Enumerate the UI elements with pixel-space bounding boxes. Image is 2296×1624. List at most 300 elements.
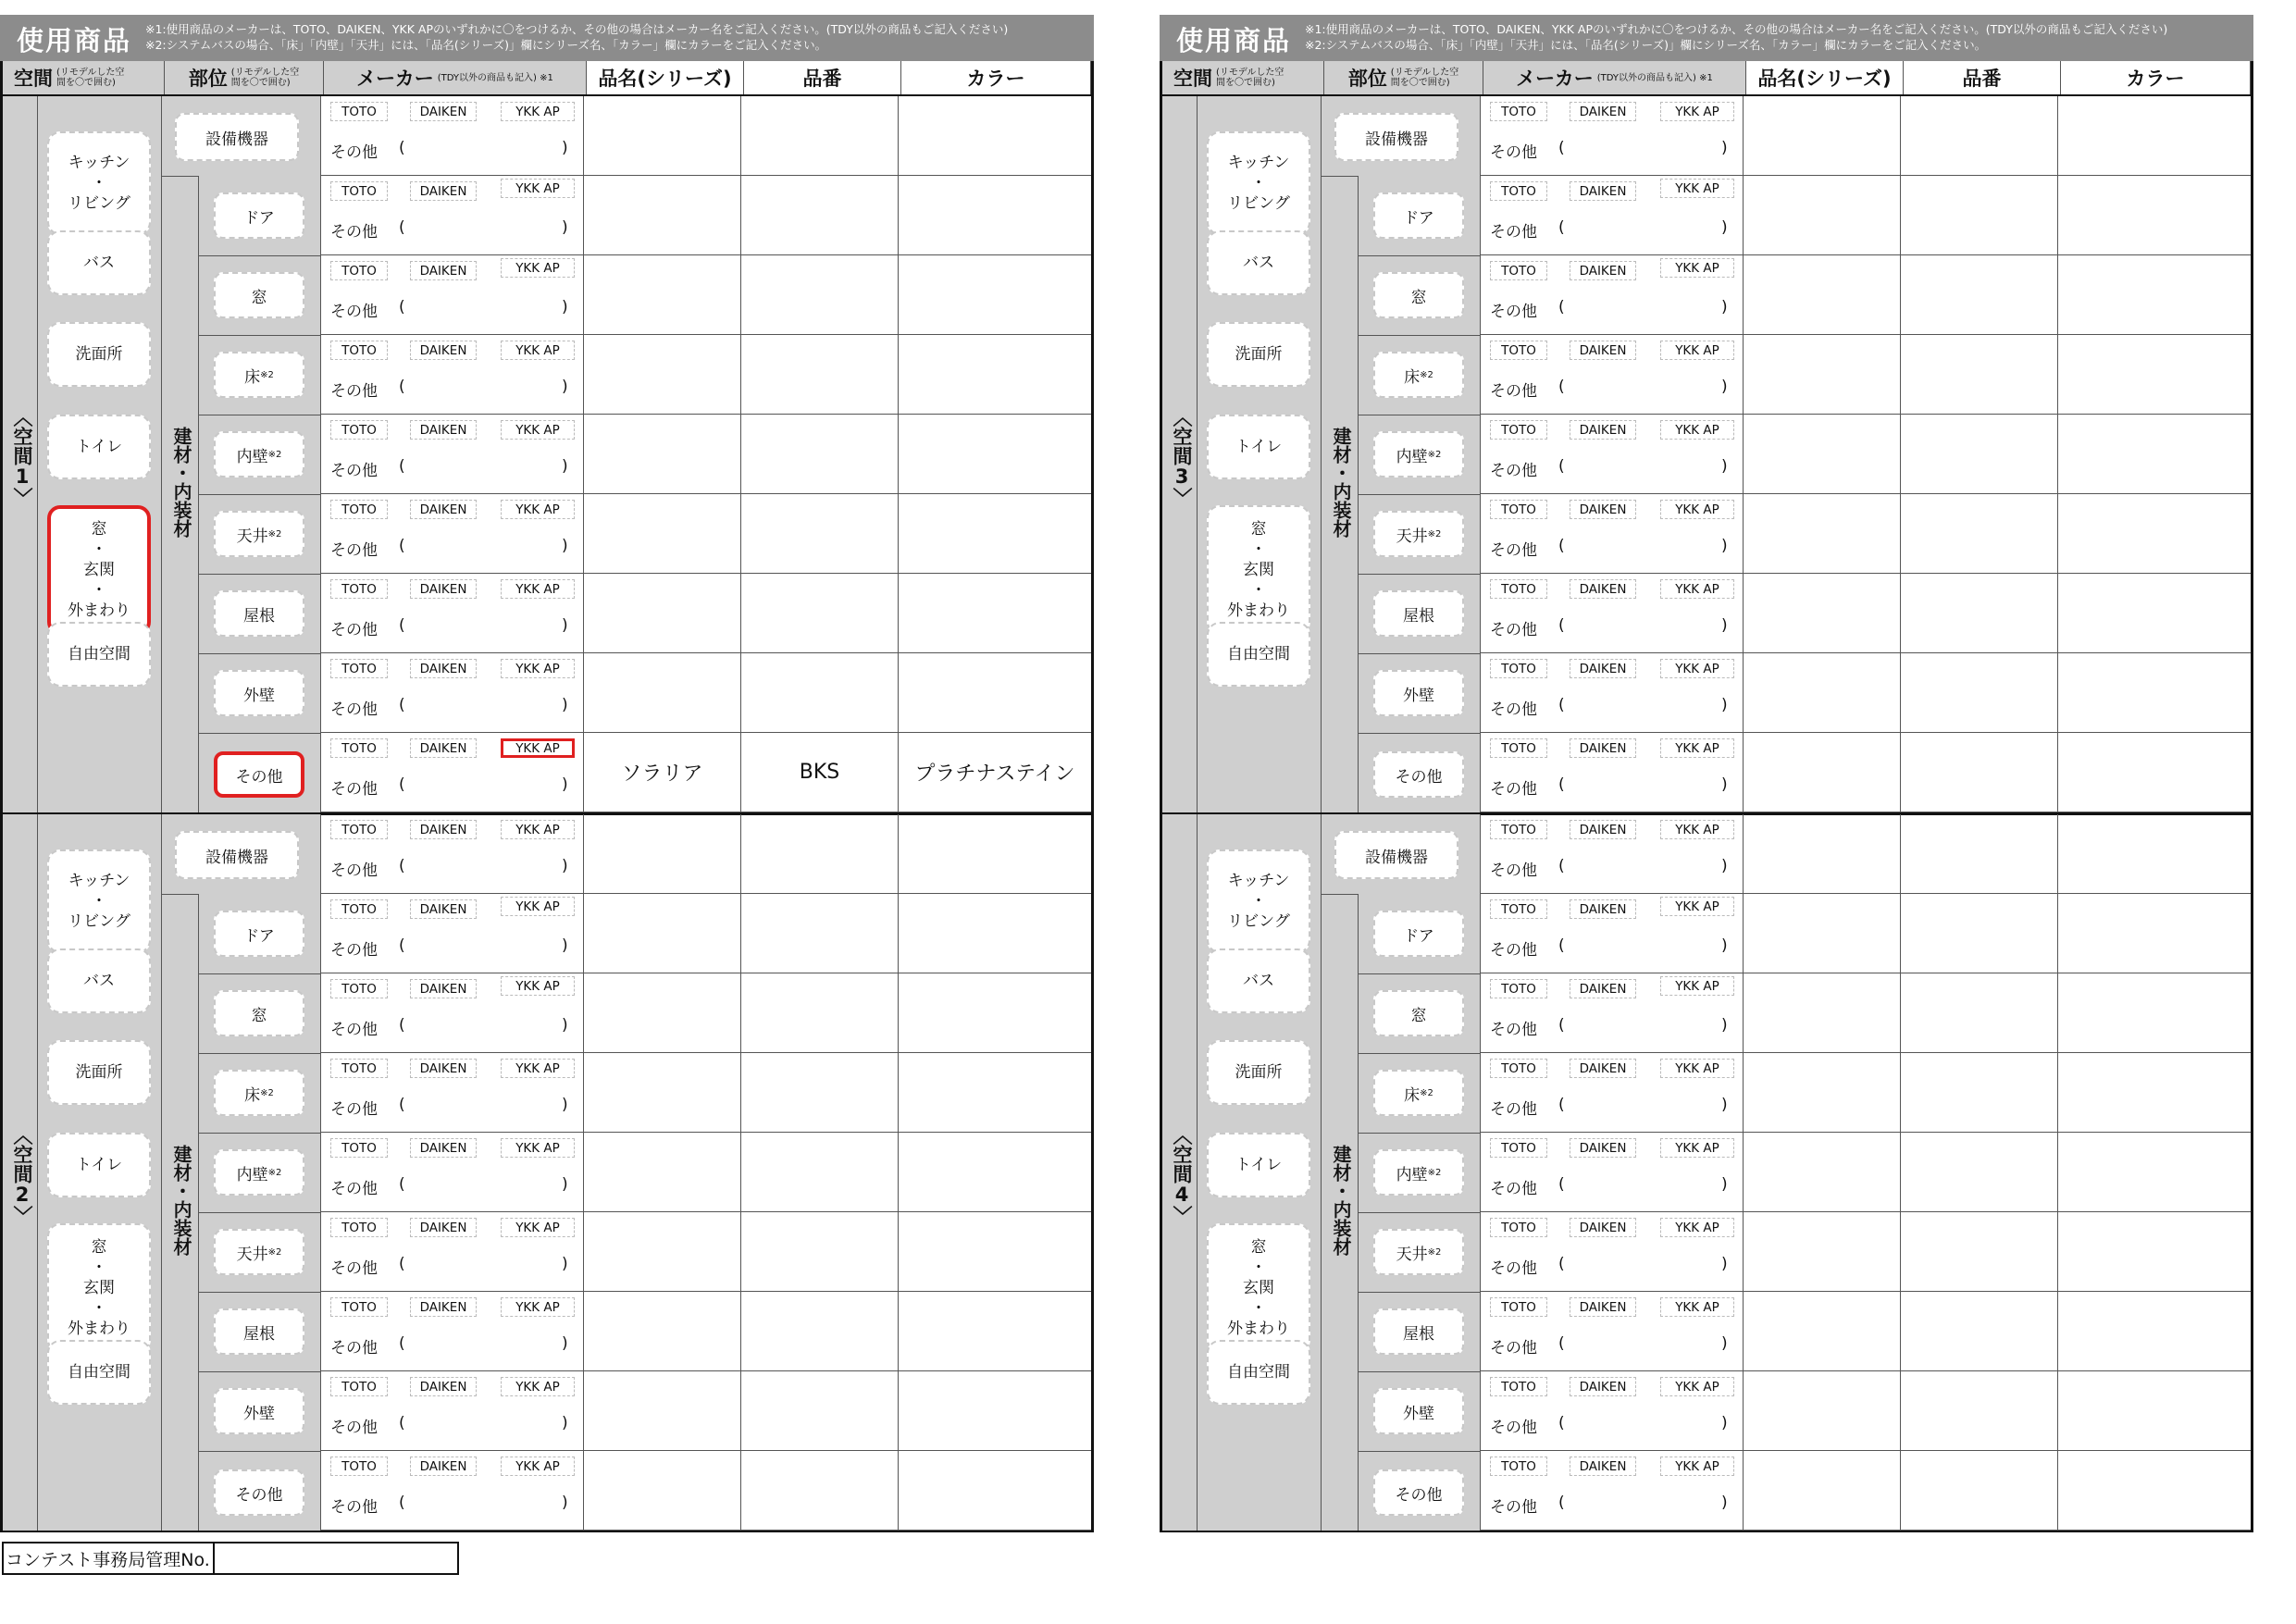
maker-option-ykk-ap[interactable]: YKK AP bbox=[501, 897, 575, 916]
space-option-4[interactable]: 窓 ・ 玄関 ・ 外まわり bbox=[47, 505, 151, 635]
space-option-3[interactable]: トイレ bbox=[47, 415, 151, 479]
name-cell[interactable] bbox=[1744, 1053, 1901, 1132]
name-cell[interactable] bbox=[584, 1212, 741, 1291]
space-block-4 bbox=[1162, 814, 2251, 1531]
space-option-1[interactable]: バス bbox=[47, 230, 151, 295]
number-cell[interactable] bbox=[741, 1451, 899, 1530]
part-option-5[interactable] bbox=[1373, 1308, 1464, 1355]
maker-option-ykk-ap[interactable]: YKK AP bbox=[501, 1377, 575, 1396]
maker-option-toto[interactable]: TOTO bbox=[1490, 820, 1547, 839]
maker-option-toto[interactable]: TOTO bbox=[330, 579, 388, 599]
maker-option-toto[interactable]: TOTO bbox=[330, 261, 388, 280]
color-cell[interactable] bbox=[899, 814, 1091, 893]
maker-option-toto[interactable]: TOTO bbox=[1490, 1297, 1547, 1317]
part-option-6[interactable] bbox=[214, 670, 304, 716]
space-option-5[interactable]: 自由空間 bbox=[47, 1340, 151, 1405]
maker-option-toto[interactable]: TOTO bbox=[1490, 659, 1547, 678]
part-option-0[interactable] bbox=[1373, 192, 1464, 239]
part-option-2[interactable] bbox=[214, 352, 304, 398]
name-cell[interactable] bbox=[1744, 733, 1901, 812]
color-cell[interactable] bbox=[2058, 653, 2251, 732]
maker-row bbox=[321, 1212, 1091, 1292]
name-cell[interactable] bbox=[1744, 1371, 1901, 1450]
space-option-2[interactable]: 洗面所 bbox=[1207, 322, 1310, 387]
part-option-6[interactable] bbox=[1373, 670, 1464, 716]
color-cell[interactable] bbox=[899, 96, 1091, 175]
maker-option-daiken[interactable]: DAIKEN bbox=[1570, 738, 1636, 758]
maker-option-daiken[interactable]: DAIKEN bbox=[1570, 820, 1636, 839]
part-option-3[interactable] bbox=[1373, 1149, 1464, 1196]
color-cell[interactable] bbox=[2058, 814, 2251, 893]
maker-option-ykk-ap[interactable]: YKK AP bbox=[501, 1218, 575, 1237]
maker-option-ykk-ap[interactable]: YKK AP bbox=[501, 738, 575, 758]
part-option-2[interactable] bbox=[214, 1070, 304, 1116]
name-cell[interactable] bbox=[584, 574, 741, 652]
maker-option-toto[interactable]: TOTO bbox=[330, 820, 388, 839]
maker-option-toto[interactable]: TOTO bbox=[1490, 500, 1547, 519]
maker-option-toto[interactable]: TOTO bbox=[330, 1138, 388, 1158]
maker-option-toto[interactable]: TOTO bbox=[1490, 979, 1547, 998]
color-cell[interactable] bbox=[899, 894, 1091, 973]
part-row-divider bbox=[1359, 973, 1481, 974]
number-cell[interactable] bbox=[1901, 973, 2058, 1052]
maker-option-ykk-ap[interactable]: YKK AP bbox=[1660, 1297, 1734, 1317]
maker-option-ykk-ap[interactable]: YKK AP bbox=[1660, 258, 1734, 278]
color-cell[interactable] bbox=[899, 973, 1091, 1052]
maker-option-toto[interactable]: TOTO bbox=[330, 341, 388, 360]
maker-option-daiken[interactable]: DAIKEN bbox=[410, 659, 477, 678]
maker-option-toto[interactable]: TOTO bbox=[330, 659, 388, 678]
maker-option-daiken[interactable]: DAIKEN bbox=[1570, 1059, 1636, 1078]
name-cell[interactable] bbox=[1744, 653, 1901, 732]
color-cell[interactable] bbox=[899, 1371, 1091, 1450]
color-cell[interactable] bbox=[2058, 1212, 2251, 1291]
maker-option-daiken[interactable]: DAIKEN bbox=[410, 1377, 477, 1396]
maker-option-ykk-ap[interactable]: YKK AP bbox=[1660, 579, 1734, 599]
maker-cell bbox=[1481, 1451, 1744, 1530]
part-option-5[interactable] bbox=[1373, 590, 1464, 637]
part-option-5[interactable] bbox=[214, 590, 304, 637]
part-option-0[interactable] bbox=[1373, 911, 1464, 957]
name-cell[interactable] bbox=[584, 1133, 741, 1211]
maker-option-ykk-ap[interactable]: YKK AP bbox=[501, 179, 575, 198]
number-cell[interactable]: BKS bbox=[741, 733, 899, 812]
maker-option-ykk-ap[interactable]: YKK AP bbox=[501, 258, 575, 278]
name-cell[interactable] bbox=[1744, 255, 1901, 334]
space-option-0[interactable]: キッチン ・ リビング bbox=[47, 131, 151, 235]
maker-option-toto[interactable]: TOTO bbox=[1490, 420, 1547, 440]
maker-option-toto[interactable]: TOTO bbox=[1490, 1059, 1547, 1078]
name-cell[interactable]: ソラリア bbox=[584, 733, 741, 812]
name-cell[interactable] bbox=[584, 1053, 741, 1132]
number-cell[interactable] bbox=[1901, 653, 2058, 732]
maker-option-ykk-ap[interactable]: YKK AP bbox=[501, 500, 575, 519]
maker-option-ykk-ap[interactable]: YKK AP bbox=[1660, 420, 1734, 440]
name-cell[interactable] bbox=[1744, 96, 1901, 175]
maker-option-daiken[interactable]: DAIKEN bbox=[410, 181, 477, 201]
part-equipment[interactable]: 設備機器 bbox=[175, 831, 299, 879]
table-header bbox=[1160, 61, 2253, 96]
maker-option-ykk-ap[interactable]: YKK AP bbox=[501, 659, 575, 678]
maker-option-ykk-ap[interactable]: YKK AP bbox=[501, 1138, 575, 1158]
color-cell[interactable] bbox=[2058, 415, 2251, 493]
maker-option-ykk-ap[interactable]: YKK AP bbox=[1660, 897, 1734, 916]
space-option-0[interactable]: キッチン ・ リビング bbox=[47, 849, 151, 953]
maker-option-toto[interactable]: TOTO bbox=[1490, 579, 1547, 599]
part-option-6[interactable] bbox=[214, 1388, 304, 1434]
color-cell[interactable] bbox=[2058, 973, 2251, 1052]
part-option-7[interactable] bbox=[1373, 1469, 1464, 1516]
space-option-1[interactable]: バス bbox=[47, 948, 151, 1013]
color-cell[interactable] bbox=[2058, 96, 2251, 175]
part-option-0[interactable] bbox=[214, 911, 304, 957]
name-cell[interactable] bbox=[1744, 894, 1901, 973]
maker-option-daiken[interactable]: DAIKEN bbox=[410, 420, 477, 440]
color-cell[interactable] bbox=[2058, 1292, 2251, 1370]
name-cell[interactable] bbox=[584, 176, 741, 254]
part-option-2[interactable] bbox=[1373, 352, 1464, 398]
part-option-3[interactable] bbox=[214, 431, 304, 477]
color-cell[interactable] bbox=[899, 1133, 1091, 1211]
space-option-4[interactable]: 窓 ・ 玄関 ・ 外まわり bbox=[47, 1223, 151, 1353]
number-cell[interactable] bbox=[1901, 494, 2058, 573]
part-option-7[interactable] bbox=[1373, 751, 1464, 798]
maker-option-ykk-ap[interactable]: YKK AP bbox=[501, 579, 575, 599]
part-equipment[interactable]: 設備機器 bbox=[1334, 113, 1458, 161]
maker-option-ykk-ap[interactable]: YKK AP bbox=[1660, 659, 1734, 678]
maker-option-daiken[interactable]: DAIKEN bbox=[410, 341, 477, 360]
maker-option-ykk-ap[interactable]: YKK AP bbox=[1660, 1138, 1734, 1158]
maker-option-toto[interactable]: TOTO bbox=[330, 500, 388, 519]
part-option-4[interactable] bbox=[214, 511, 304, 557]
paren-close: ) bbox=[1721, 857, 1728, 875]
name-cell[interactable] bbox=[1744, 1133, 1901, 1211]
part-option-4[interactable] bbox=[214, 1229, 304, 1275]
maker-option-daiken[interactable]: DAIKEN bbox=[1570, 181, 1636, 201]
maker-option-daiken[interactable]: DAIKEN bbox=[1570, 1297, 1636, 1317]
maker-option-daiken[interactable]: DAIKEN bbox=[410, 500, 477, 519]
maker-option-toto[interactable]: TOTO bbox=[1490, 181, 1547, 201]
space-option-5[interactable]: 自由空間 bbox=[1207, 1340, 1310, 1405]
part-option-1[interactable] bbox=[1373, 272, 1464, 318]
maker-option-ykk-ap[interactable]: YKK AP bbox=[501, 1297, 575, 1317]
color-cell[interactable] bbox=[899, 255, 1091, 334]
space-option-2[interactable]: 洗面所 bbox=[47, 322, 151, 387]
maker-option-ykk-ap[interactable]: YKK AP bbox=[1660, 1218, 1734, 1237]
maker-option-toto[interactable]: TOTO bbox=[330, 102, 388, 121]
note2-mark: ※2 bbox=[1427, 1167, 1442, 1178]
maker-option-daiken[interactable]: DAIKEN bbox=[410, 1457, 477, 1476]
number-cell[interactable] bbox=[1901, 1371, 2058, 1450]
maker-option-toto[interactable]: TOTO bbox=[330, 738, 388, 758]
maker-option-ykk-ap[interactable]: YKK AP bbox=[501, 420, 575, 440]
number-cell[interactable] bbox=[741, 1133, 899, 1211]
number-cell[interactable] bbox=[741, 415, 899, 493]
number-cell[interactable] bbox=[1901, 574, 2058, 652]
number-cell[interactable] bbox=[1901, 733, 2058, 812]
number-cell[interactable] bbox=[741, 973, 899, 1052]
name-cell[interactable] bbox=[1744, 415, 1901, 493]
maker-option-toto[interactable]: TOTO bbox=[1490, 102, 1547, 121]
maker-option-ykk-ap[interactable]: YKK AP bbox=[1660, 1377, 1734, 1396]
maker-option-daiken[interactable]: DAIKEN bbox=[410, 579, 477, 599]
part-option-1[interactable] bbox=[1373, 990, 1464, 1036]
space-option-3[interactable]: トイレ bbox=[47, 1133, 151, 1197]
number-cell[interactable] bbox=[741, 255, 899, 334]
part-option-1[interactable] bbox=[214, 990, 304, 1036]
maker-option-toto[interactable]: TOTO bbox=[330, 1059, 388, 1078]
color-cell[interactable] bbox=[2058, 1451, 2251, 1530]
color-cell[interactable] bbox=[2058, 733, 2251, 812]
maker-option-ykk-ap[interactable]: YKK AP bbox=[1660, 179, 1734, 198]
space-option-0[interactable]: キッチン ・ リビング bbox=[1207, 131, 1310, 235]
maker-option-daiken[interactable]: DAIKEN bbox=[1570, 1138, 1636, 1158]
admin-number-field[interactable] bbox=[215, 1543, 457, 1573]
maker-option-ykk-ap[interactable]: YKK AP bbox=[1660, 738, 1734, 758]
part-option-4[interactable] bbox=[1373, 511, 1464, 557]
color-cell[interactable] bbox=[899, 653, 1091, 732]
space-option-1[interactable]: バス bbox=[1207, 948, 1310, 1013]
part-option-6[interactable] bbox=[1373, 1388, 1464, 1434]
name-cell[interactable] bbox=[1744, 973, 1901, 1052]
color-cell[interactable] bbox=[2058, 894, 2251, 973]
maker-cell bbox=[321, 335, 584, 414]
maker-option-ykk-ap[interactable]: YKK AP bbox=[1660, 1457, 1734, 1476]
number-cell[interactable] bbox=[741, 494, 899, 573]
maker-option-daiken[interactable]: DAIKEN bbox=[1570, 341, 1636, 360]
number-cell[interactable] bbox=[1901, 1133, 2058, 1211]
part-equipment[interactable]: 設備機器 bbox=[1334, 831, 1458, 879]
maker-option-toto[interactable]: TOTO bbox=[1490, 738, 1547, 758]
number-cell[interactable] bbox=[741, 176, 899, 254]
part-option-5[interactable] bbox=[214, 1308, 304, 1355]
maker-option-daiken[interactable]: DAIKEN bbox=[1570, 979, 1636, 998]
color-cell[interactable] bbox=[2058, 494, 2251, 573]
maker-option-daiken[interactable]: DAIKEN bbox=[1570, 1218, 1636, 1237]
number-cell[interactable] bbox=[741, 96, 899, 175]
maker-option-daiken[interactable]: DAIKEN bbox=[410, 1138, 477, 1158]
paren-open: ( bbox=[1558, 537, 1565, 555]
maker-option-daiken[interactable]: DAIKEN bbox=[1570, 579, 1636, 599]
maker-option-daiken[interactable]: DAIKEN bbox=[1570, 102, 1636, 121]
color-cell[interactable] bbox=[899, 1292, 1091, 1370]
name-cell[interactable] bbox=[584, 1451, 741, 1530]
number-cell[interactable] bbox=[1901, 335, 2058, 414]
color-cell[interactable] bbox=[2058, 176, 2251, 254]
maker-option-daiken[interactable]: DAIKEN bbox=[1570, 1457, 1636, 1476]
space-option-2[interactable]: 洗面所 bbox=[47, 1040, 151, 1105]
name-cell[interactable] bbox=[584, 1371, 741, 1450]
number-cell[interactable] bbox=[1901, 814, 2058, 893]
number-cell[interactable] bbox=[1901, 894, 2058, 973]
page-title: 使用商品 bbox=[17, 25, 132, 56]
maker-option-daiken[interactable]: DAIKEN bbox=[410, 1218, 477, 1237]
part-label: ドア bbox=[1403, 926, 1434, 946]
maker-option-toto[interactable]: TOTO bbox=[1490, 899, 1547, 919]
number-cell[interactable] bbox=[741, 653, 899, 732]
maker-row bbox=[1481, 176, 2251, 255]
maker-option-daiken[interactable]: DAIKEN bbox=[1570, 899, 1636, 919]
color-cell[interactable] bbox=[2058, 255, 2251, 334]
space-option-0[interactable]: キッチン ・ リビング bbox=[1207, 849, 1310, 953]
maker-option-ykk-ap[interactable]: YKK AP bbox=[501, 820, 575, 839]
name-cell[interactable] bbox=[1744, 335, 1901, 414]
paren-close: ) bbox=[1721, 1175, 1728, 1194]
part-option-3[interactable] bbox=[214, 1149, 304, 1196]
name-cell[interactable] bbox=[1744, 1292, 1901, 1370]
name-cell[interactable] bbox=[1744, 176, 1901, 254]
maker-option-ykk-ap[interactable]: YKK AP bbox=[1660, 102, 1734, 121]
name-cell[interactable] bbox=[1744, 494, 1901, 573]
name-cell[interactable] bbox=[584, 96, 741, 175]
maker-option-ykk-ap[interactable]: YKK AP bbox=[501, 102, 575, 121]
maker-option-daiken[interactable]: DAIKEN bbox=[1570, 261, 1636, 280]
maker-row bbox=[321, 1133, 1091, 1212]
number-cell[interactable] bbox=[1901, 1212, 2058, 1291]
maker-option-toto[interactable]: TOTO bbox=[1490, 341, 1547, 360]
maker-option-daiken[interactable]: DAIKEN bbox=[1570, 500, 1636, 519]
maker-option-ykk-ap[interactable]: YKK AP bbox=[501, 341, 575, 360]
part-row-divider bbox=[199, 1292, 321, 1293]
maker-option-toto[interactable]: TOTO bbox=[330, 1218, 388, 1237]
number-cell[interactable] bbox=[1901, 1292, 2058, 1370]
maker-option-ykk-ap[interactable]: YKK AP bbox=[1660, 820, 1734, 839]
maker-option-toto[interactable]: TOTO bbox=[1490, 1218, 1547, 1237]
name-cell[interactable] bbox=[584, 494, 741, 573]
paren-close: ) bbox=[1721, 139, 1728, 157]
maker-row bbox=[1481, 1053, 2251, 1133]
color-cell[interactable] bbox=[899, 1212, 1091, 1291]
color-cell[interactable] bbox=[899, 176, 1091, 254]
color-cell[interactable] bbox=[899, 494, 1091, 573]
space-option-1[interactable]: バス bbox=[1207, 230, 1310, 295]
name-cell[interactable] bbox=[584, 255, 741, 334]
maker-option-ykk-ap[interactable]: YKK AP bbox=[501, 1457, 575, 1476]
number-cell[interactable] bbox=[741, 894, 899, 973]
maker-option-ykk-ap[interactable]: YKK AP bbox=[1660, 500, 1734, 519]
maker-option-ykk-ap[interactable]: YKK AP bbox=[501, 976, 575, 996]
name-cell[interactable] bbox=[584, 973, 741, 1052]
color-cell[interactable] bbox=[2058, 1053, 2251, 1132]
number-cell[interactable] bbox=[741, 574, 899, 652]
maker-option-daiken[interactable]: DAIKEN bbox=[410, 979, 477, 998]
part-option-2[interactable] bbox=[1373, 1070, 1464, 1116]
space-option-4[interactable]: 窓 ・ 玄関 ・ 外まわり bbox=[1207, 505, 1310, 635]
part-option-4[interactable] bbox=[1373, 1229, 1464, 1275]
maker-option-toto[interactable]: TOTO bbox=[330, 181, 388, 201]
name-cell[interactable] bbox=[584, 415, 741, 493]
space-option-3[interactable]: トイレ bbox=[1207, 415, 1310, 479]
name-cell[interactable] bbox=[1744, 1451, 1901, 1530]
color-cell[interactable] bbox=[899, 1451, 1091, 1530]
maker-option-daiken[interactable]: DAIKEN bbox=[410, 1297, 477, 1317]
part-option-7[interactable] bbox=[214, 1469, 304, 1516]
number-cell[interactable] bbox=[1901, 415, 2058, 493]
paren-close: ) bbox=[1721, 298, 1728, 316]
maker-option-toto[interactable]: TOTO bbox=[1490, 1377, 1547, 1396]
maker-option-toto[interactable]: TOTO bbox=[330, 979, 388, 998]
number-cell[interactable] bbox=[741, 1292, 899, 1370]
part-option-1[interactable] bbox=[214, 272, 304, 318]
paren-close: ) bbox=[562, 775, 568, 794]
part-option-3[interactable] bbox=[1373, 431, 1464, 477]
color-cell[interactable] bbox=[2058, 1133, 2251, 1211]
maker-option-daiken[interactable]: DAIKEN bbox=[1570, 1377, 1636, 1396]
maker-option-toto[interactable]: TOTO bbox=[330, 420, 388, 440]
part-equipment[interactable]: 設備機器 bbox=[175, 113, 299, 161]
maker-option-toto[interactable]: TOTO bbox=[330, 899, 388, 919]
number-cell[interactable] bbox=[1901, 1451, 2058, 1530]
maker-option-daiken[interactable]: DAIKEN bbox=[1570, 420, 1636, 440]
name-cell[interactable] bbox=[1744, 574, 1901, 652]
color-cell[interactable] bbox=[2058, 1371, 2251, 1450]
name-cell[interactable] bbox=[1744, 1212, 1901, 1291]
name-cell[interactable] bbox=[584, 814, 741, 893]
name-cell[interactable] bbox=[584, 894, 741, 973]
color-cell[interactable] bbox=[899, 335, 1091, 414]
number-cell[interactable] bbox=[741, 335, 899, 414]
maker-option-daiken[interactable]: DAIKEN bbox=[410, 1059, 477, 1078]
maker-option-toto[interactable]: TOTO bbox=[330, 1377, 388, 1396]
color-cell[interactable] bbox=[2058, 574, 2251, 652]
paren-open: ( bbox=[399, 1255, 405, 1273]
color-cell[interactable] bbox=[899, 1053, 1091, 1132]
color-cell[interactable] bbox=[899, 415, 1091, 493]
maker-option-daiken[interactable]: DAIKEN bbox=[410, 738, 477, 758]
number-cell[interactable] bbox=[741, 814, 899, 893]
maker-option-ykk-ap[interactable]: YKK AP bbox=[1660, 1059, 1734, 1078]
maker-cell bbox=[1481, 1371, 1744, 1450]
maker-option-ykk-ap[interactable]: YKK AP bbox=[1660, 341, 1734, 360]
space-option-4[interactable]: 窓 ・ 玄関 ・ 外まわり bbox=[1207, 1223, 1310, 1353]
color-cell[interactable] bbox=[2058, 335, 2251, 414]
maker-option-daiken[interactable]: DAIKEN bbox=[410, 899, 477, 919]
maker-row bbox=[321, 415, 1091, 494]
part-option-0[interactable] bbox=[214, 192, 304, 239]
name-cell[interactable] bbox=[584, 653, 741, 732]
maker-option-toto[interactable]: TOTO bbox=[330, 1297, 388, 1317]
maker-row bbox=[321, 176, 1091, 255]
maker-option-toto[interactable]: TOTO bbox=[1490, 1138, 1547, 1158]
maker-option-daiken[interactable]: DAIKEN bbox=[410, 820, 477, 839]
number-cell[interactable] bbox=[741, 1371, 899, 1450]
maker-option-ykk-ap[interactable]: YKK AP bbox=[501, 1059, 575, 1078]
maker-option-toto[interactable]: TOTO bbox=[330, 1457, 388, 1476]
maker-option-daiken[interactable]: DAIKEN bbox=[1570, 659, 1636, 678]
maker-option-daiken[interactable]: DAIKEN bbox=[410, 102, 477, 121]
space-option-3[interactable]: トイレ bbox=[1207, 1133, 1310, 1197]
number-cell[interactable] bbox=[1901, 255, 2058, 334]
color-cell[interactable]: プラチナステイン bbox=[914, 762, 1075, 786]
space-option-2[interactable]: 洗面所 bbox=[1207, 1040, 1310, 1105]
name-cell[interactable] bbox=[1744, 814, 1901, 893]
color-cell[interactable] bbox=[899, 574, 1091, 652]
space-option-5[interactable]: 自由空間 bbox=[1207, 622, 1310, 687]
space-option-5[interactable]: 自由空間 bbox=[47, 622, 151, 687]
number-cell[interactable] bbox=[1901, 176, 2058, 254]
maker-option-toto[interactable]: TOTO bbox=[1490, 1457, 1547, 1476]
number-cell[interactable] bbox=[741, 1053, 899, 1132]
number-cell[interactable] bbox=[1901, 1053, 2058, 1132]
maker-option-toto[interactable]: TOTO bbox=[1490, 261, 1547, 280]
number-cell[interactable] bbox=[741, 1212, 899, 1291]
number-cell[interactable] bbox=[1901, 96, 2058, 175]
name-cell[interactable] bbox=[584, 1292, 741, 1370]
name-cell[interactable] bbox=[584, 335, 741, 414]
maker-option-ykk-ap[interactable]: YKK AP bbox=[1660, 976, 1734, 996]
part-option-7[interactable] bbox=[214, 751, 304, 798]
maker-option-daiken[interactable]: DAIKEN bbox=[410, 261, 477, 280]
